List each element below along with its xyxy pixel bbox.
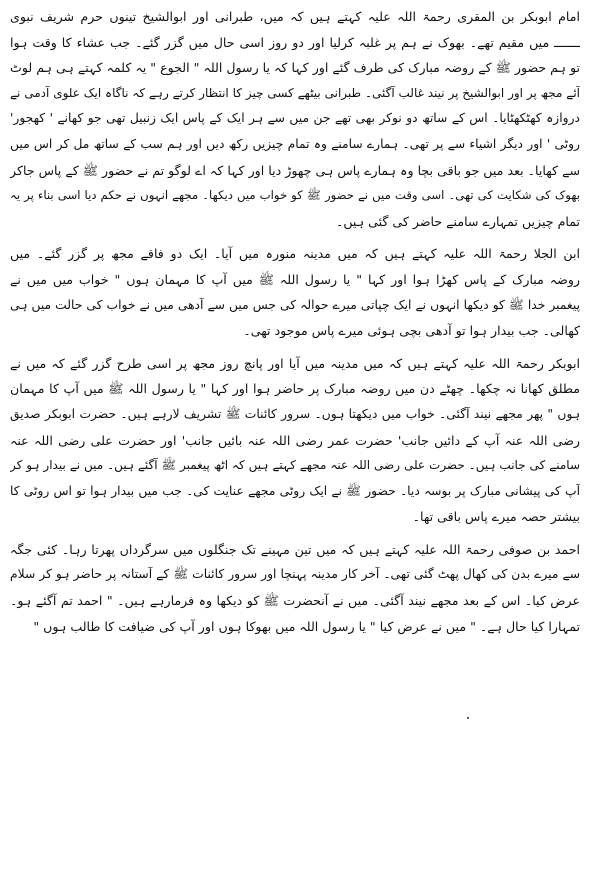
text-line: امام ابوبکر بن المقری رحمۃ اللہ علیہ کہتے ہیں کہ میں، طبرانی اور ابوالشیخ تینوں حرم شریف نبوی [10, 9, 580, 24]
paragraph [10, 241, 580, 343]
paragraph [10, 4, 580, 234]
text-line: ابوبکر رحمۃ اللہ علیہ کہتے ہیں کہ میں مدینہ میں آیا اور پانچ روز مجھ پر اسی طرح گزر گئے کہ میں نے [10, 355, 580, 371]
text-line: آپ کی پیشانی مبارک پر بوسہ دیا۔ حضور ﷺ نے ایک روٹی مجھے عنایت کی۔ جب میں بیدار ہوا تو اس روٹی کا [10, 483, 580, 498]
text-line: تمہارا کیا حال ہے۔ " میں نے عرض کیا " یا رسول اللہ میں بھوکا ہوں اور آپ کی ضیافت کا طالب ہوں " [33, 618, 580, 634]
text-line: ـــــــ میں مقیم تھے۔ بھوک نے ہم پر غلبہ کرلیا اور دو روز اسی حال میں گزر گئے۔ جب عشاء کا وقت ہوا [10, 34, 580, 50]
text-line: مطلق کھانا نہ چکھا۔ چھٹے دن میں روضہ مبارک پر حاضر ہوا اور کہا " یا رسول اللہ ﷺ میں آپ کا مہمان [10, 381, 580, 397]
text-line: ابن الجلا رحمۃ اللہ علیہ کہتے ہیں کہ میں مدینہ منورہ میں آیا۔ ایک دو فاقے مجھ پر گزر گئے۔ میں [10, 246, 580, 262]
paragraph [10, 537, 580, 639]
stray-dot-mark [467, 717, 469, 719]
text-line: سے کھایا۔ بعد میں جو باقی بچا وہ ہمارے پاس ہی چھوڑ دیا اور کہا کہ اے لوگو تم نے حضور ﷺ کے پاس جاکر [10, 162, 580, 178]
text-line: ہوں " پھر مجھے نیند آگئی۔ خواب میں دیکھتا ہوں۔ سرور کائنات ﷺ تشریف لارہے ہیں۔ حضرت ابوبکر صدیق [10, 406, 580, 421]
text-line: سے میرے بدن کی کھال پھٹ گئی تھی۔ آخر کار مدینہ پہنچا اور سرور کائنات ﷺ کے آستانہ پر حاضر ہو کر سلام [10, 567, 580, 582]
text-line: تو ہم حضور ﷺ کے روضہ مبارک کی طرف گئے اور کہا کہ یا رسول اللہ " الجوع " یہ کلمہ کہتے ہی ہم لوٹ [10, 60, 580, 76]
text-line: بھوک کی شکایت کی تھی۔ اسی وقت میں نے حضور ﷺ کو خواب میں دیکھا۔ مجھے انہوں نے حکم دیا اسی بناء پر یہ [10, 188, 580, 203]
paragraph [10, 351, 580, 530]
text-line: رضی اللہ عنہ آپ کے دائیں جانب' حضرت عمر رضی اللہ عنہ بائیں جانب' اور حضرت علی رضی اللہ عنہ [10, 432, 580, 448]
text-line: کھالی۔ جب بیدار ہوا تو آدھی بچی ہوئی میرے پاس موجود تھی۔ [243, 323, 580, 339]
text-line: عرض کیا۔ اس کے بعد مجھے نیند آگئی۔ میں نے آنحضرت ﷺ کو دیکھا وہ فرمارہے ہیں۔ " احمد تم آگئے ہو۔ [10, 593, 580, 609]
text-line: پیغمبر خدا ﷺ کو دیکھا انہوں نے ایک چپاتی میرے حوالہ کی جس میں سے آدھی میں نے خواب کی حالت میں ہی [10, 297, 580, 312]
document-body [10, 4, 580, 639]
text-line: تمام چیزیں تمہارے سامنے حاضر کی گئی ہیں۔ [335, 213, 580, 229]
text-line: روضہ مبارک کے پاس کھڑا ہوا اور کہا " یا رسول اللہ ﷺ میں آپ کا مہمان ہوں " خواب میں میں نے [10, 271, 580, 287]
text-line: روٹی ' اور دیگر اشیاء سے پر تھی۔ ہمارے سامنے وہ تمام چیزیں رکھ دیں اور ہم سب کے ساتھ مل کر اس میں [10, 136, 580, 151]
text-line: سامنے کی جانب ہیں۔ حضرت علی رضی اللہ عنہ مجھے کہتے ہیں کہ اٹھ پیغمبر ﷺ آگئے ہیں۔ میں نے بیدار ہو کر [10, 458, 580, 473]
text-line: بیشتر حصہ میرے پاس باقی تھا۔ [412, 509, 580, 525]
text-line: آئے مجھ پر اور ابوالشیخ پر نیند غالب آگئی۔ طبرانی بیٹھے کسی چیز کا انتظار کرتے رہے کہ ناگاہ ایک علوی آدمی نے [10, 85, 580, 100]
text-line: احمد بن صوفی رحمۃ اللہ علیہ کہتے ہیں کہ میں تین مہینے تک جنگلوں میں سرگرداں پھرتا رہا۔ کئی جگہ [10, 541, 580, 557]
text-line: دروازہ کھٹکھٹایا۔ اس کے ساتھ دو نوکر بھی تھے جن میں سے ہر ایک کے پاس ایک زنبیل تھی جو کھانے ' کھجور' [10, 111, 580, 126]
